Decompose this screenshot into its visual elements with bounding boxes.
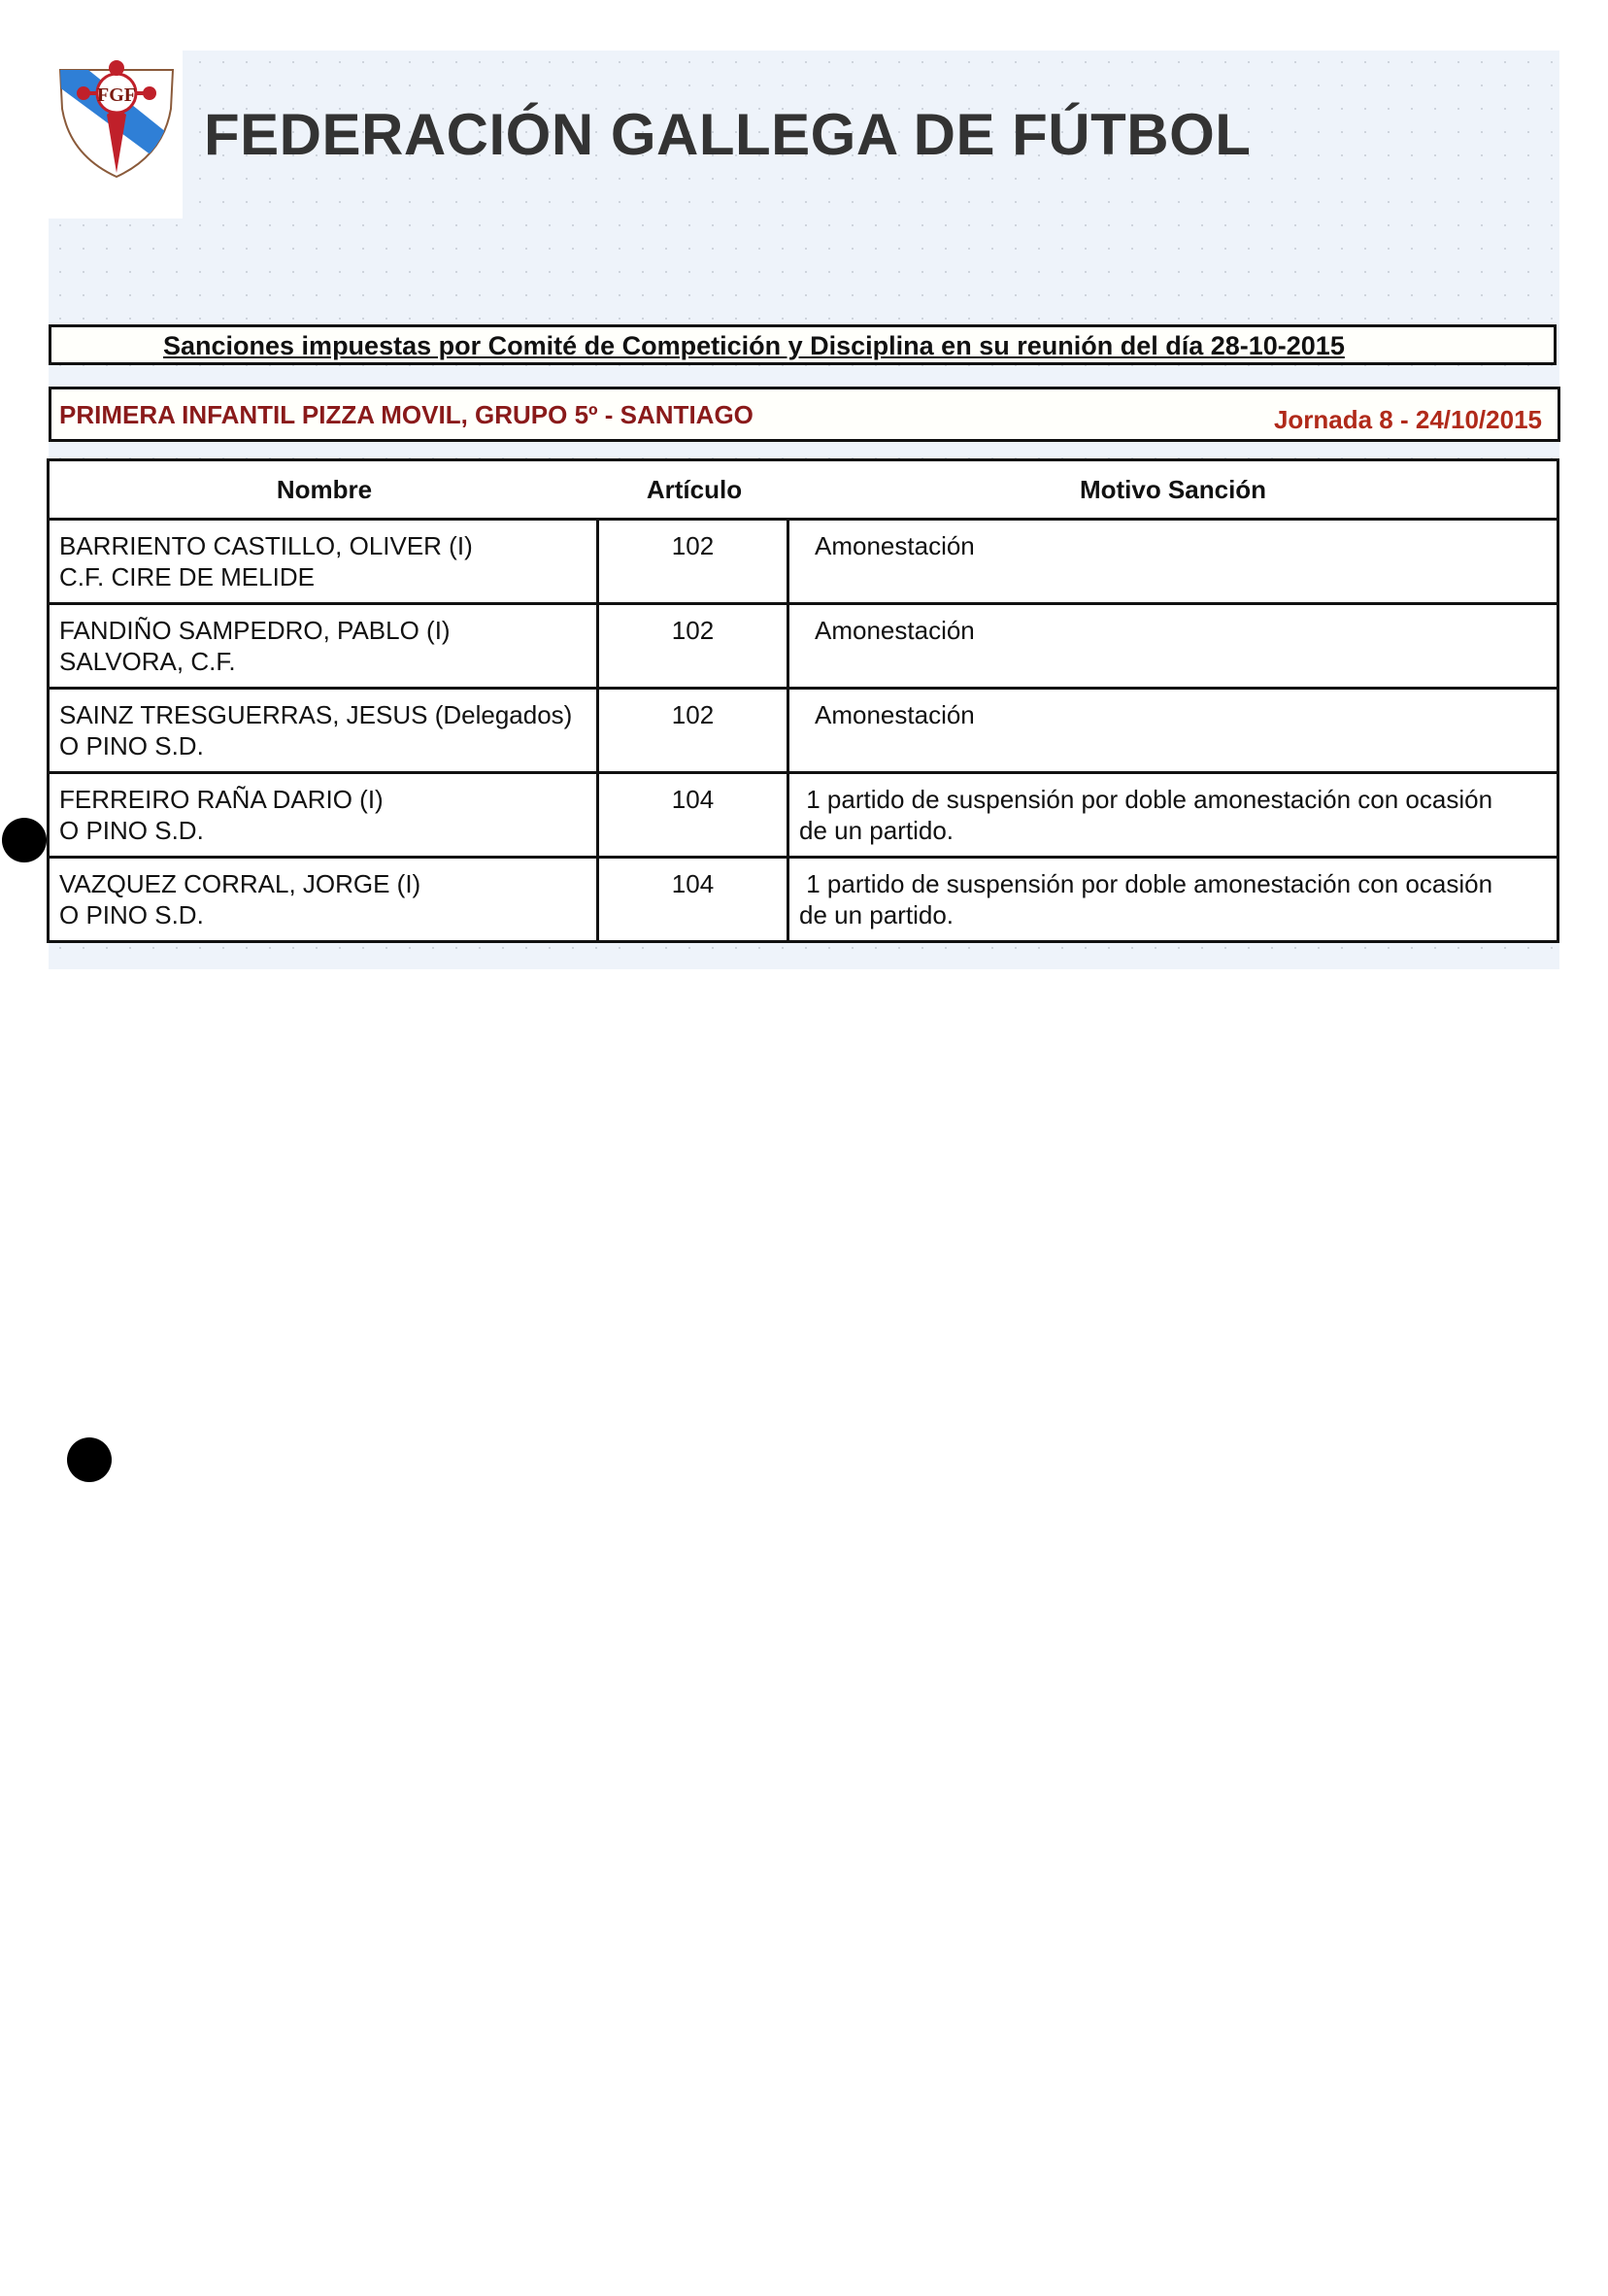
reason-line-2: de un partido. (799, 816, 955, 845)
reason-text: Amonestación (815, 531, 975, 560)
name-cell (50, 859, 599, 940)
header-motivo: Motivo Sanción (1079, 475, 1267, 504)
organization-title: FEDERACIÓN GALLEGA DE FÚTBOL (204, 102, 1252, 167)
reason-line-2: de un partido. (799, 900, 955, 929)
jornada-date: Jornada 8 - 24/10/2015 (1273, 405, 1542, 434)
player-name: SAINZ TRESGUERRAS, JESUS (Delegados) (59, 700, 573, 729)
sanctions-table (47, 458, 1559, 943)
club-name: O PINO S.D. (59, 900, 204, 929)
competition-box (49, 387, 1560, 442)
player-name: VAZQUEZ CORRAL, JORGE (I) (59, 869, 421, 898)
article-cell: 102 (599, 521, 789, 602)
reason-text: Amonestación (815, 700, 975, 729)
reason-cell (789, 605, 1557, 687)
session-title-box (49, 324, 1557, 365)
reason-cell (789, 859, 1557, 940)
session-title: Sanciones impuestas por Comité de Competición y Disciplina en su reunión del día 28-10-2015 (163, 331, 1345, 360)
header-articulo: Artículo (646, 475, 743, 504)
header-nombre: Nombre (276, 475, 373, 504)
table-header (50, 461, 1557, 521)
reason-cell (789, 774, 1557, 856)
table-row (50, 690, 1557, 774)
reason-cell (789, 521, 1557, 602)
article-cell: 104 (599, 859, 789, 940)
player-name: BARRIENTO CASTILLO, OLIVER (I) (59, 531, 473, 560)
club-name: O PINO S.D. (59, 731, 204, 760)
name-cell (50, 690, 599, 771)
punch-hole-mark (67, 1437, 112, 1482)
reason-text: Amonestación (815, 616, 975, 645)
player-name: FERREIRO RAÑA DARIO (I) (59, 785, 384, 814)
article-cell: 104 (599, 774, 789, 856)
punch-hole-mark (2, 818, 47, 862)
fgf-shield-logo-icon (54, 58, 179, 183)
reason-cell (789, 690, 1557, 771)
table-row (50, 605, 1557, 690)
logo-lettering: FGF (97, 84, 136, 106)
club-name: C.F. CIRE DE MELIDE (59, 562, 315, 591)
name-cell (50, 774, 599, 856)
reason-line-1: 1 partido de suspensión por doble amonestación con ocasión (799, 869, 1493, 898)
table-row (50, 859, 1557, 940)
article-cell: 102 (599, 690, 789, 771)
competition-group: PRIMERA INFANTIL PIZZA MOVIL, GRUPO 5º - SANTIAGO (59, 400, 754, 429)
club-name: SALVORA, C.F. (59, 647, 236, 676)
table-row (50, 774, 1557, 859)
name-cell (50, 521, 599, 602)
article-cell: 102 (599, 605, 789, 687)
name-cell (50, 605, 599, 687)
reason-line-1: 1 partido de suspensión por doble amonestación con ocasión (799, 785, 1493, 814)
table-row (50, 521, 1557, 605)
player-name: FANDIÑO SAMPEDRO, PABLO (I) (59, 616, 451, 645)
club-name: O PINO S.D. (59, 816, 204, 845)
